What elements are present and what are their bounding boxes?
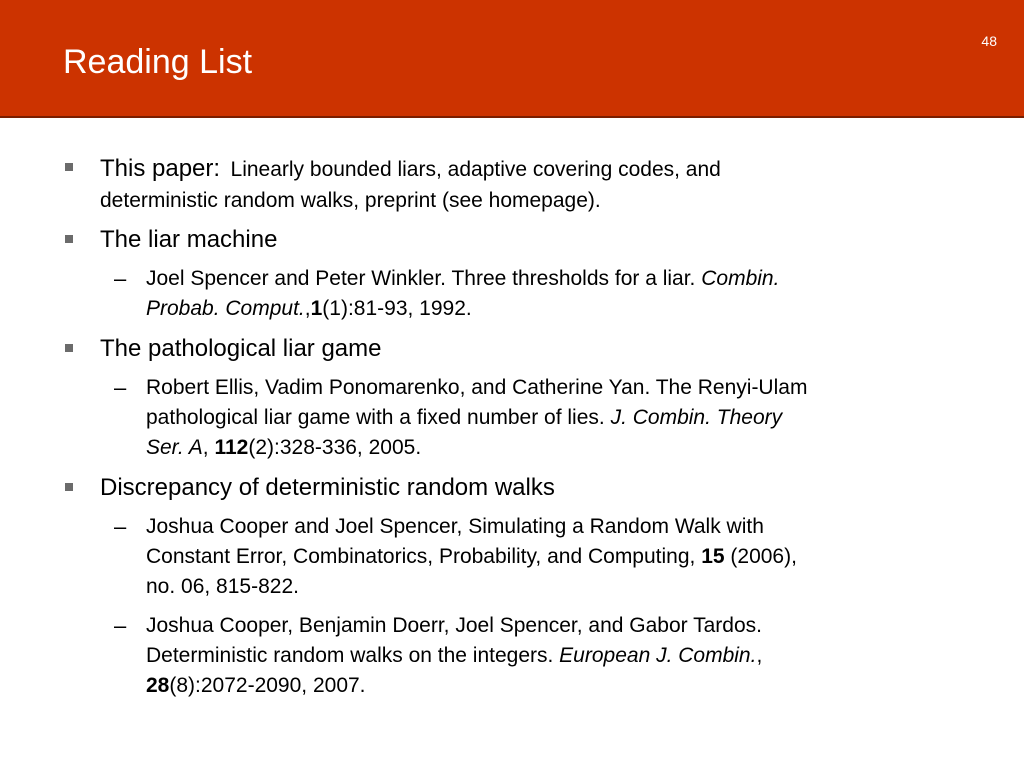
bullet-text: Linearly bounded liars, adaptive covering codes, and [230, 158, 721, 181]
volume-number: 28 [146, 674, 170, 697]
reference-cooper-spencer: Joshua Cooper and Joel Spencer, Simulating a Random Walk with [146, 515, 764, 538]
slide-number: 48 [981, 33, 997, 49]
square-bullet-icon [65, 235, 73, 243]
reference-text: pathological liar game with a fixed number of lies. [146, 406, 611, 429]
list-item-pathological-liar-game: The pathological liar game [100, 335, 382, 362]
square-bullet-icon [65, 344, 73, 352]
punctuation: , [202, 436, 215, 459]
reference-text: (1):81-93, 1992. [322, 297, 472, 320]
journal-name: J. Combin. Theory [610, 406, 783, 429]
reference-text: (8):2072-2090, 2007. [169, 674, 366, 697]
bullet-label: This paper: [100, 155, 221, 182]
reference-text: (2006), [724, 545, 797, 568]
reference-continuation [146, 641, 762, 671]
journal-name: Combin. [701, 267, 780, 290]
dash-bullet-icon: – [114, 266, 127, 291]
reference-continuation [146, 542, 797, 572]
reference-continuation [146, 294, 472, 324]
dash-bullet-icon: – [114, 375, 127, 400]
volume-number: 112 [214, 436, 249, 459]
journal-name: Ser. A [146, 436, 203, 459]
punctuation: , [304, 297, 311, 320]
reference-continuation: no. 06, 815-822. [146, 575, 299, 598]
title-bar [0, 0, 1024, 118]
list-item-discrepancy: Discrepancy of deterministic random walks [100, 474, 555, 501]
list-item-liar-machine: The liar machine [100, 226, 278, 253]
reference-spencer-winkler [146, 264, 779, 294]
reference-continuation [146, 671, 366, 701]
square-bullet-icon [65, 163, 73, 171]
slide-title: Reading List [63, 43, 253, 81]
volume-number: 15 [701, 545, 725, 568]
journal-name: Probab. Comput. [146, 297, 305, 320]
reference-ellis: Robert Ellis, Vadim Ponomarenko, and Catherine Yan. The Renyi-Ulam [146, 376, 808, 399]
reference-text: Joel Spencer and Peter Winkler. Three thresholds for a liar. [146, 267, 702, 290]
reference-text: Constant Error, Combinatorics, Probability, and Computing, [146, 545, 702, 568]
journal-name: European J. Combin. [559, 644, 757, 667]
square-bullet-icon [65, 483, 73, 491]
bullet-text-continuation: deterministic random walks, preprint (see homepage). [100, 189, 601, 212]
reference-text: Deterministic random walks on the integers. [146, 644, 560, 667]
reference-continuation [146, 433, 421, 463]
reference-continuation [146, 403, 782, 433]
dash-bullet-icon: – [114, 514, 127, 539]
punctuation: , [756, 644, 763, 667]
dash-bullet-icon: – [114, 613, 127, 638]
list-item-this-paper [100, 154, 721, 185]
reference-text: (2):328-336, 2005. [248, 436, 422, 459]
reference-cooper-doerr: Joshua Cooper, Benjamin Doerr, Joel Spencer, and Gabor Tardos. [146, 614, 762, 637]
volume-number: 1 [310, 297, 323, 320]
